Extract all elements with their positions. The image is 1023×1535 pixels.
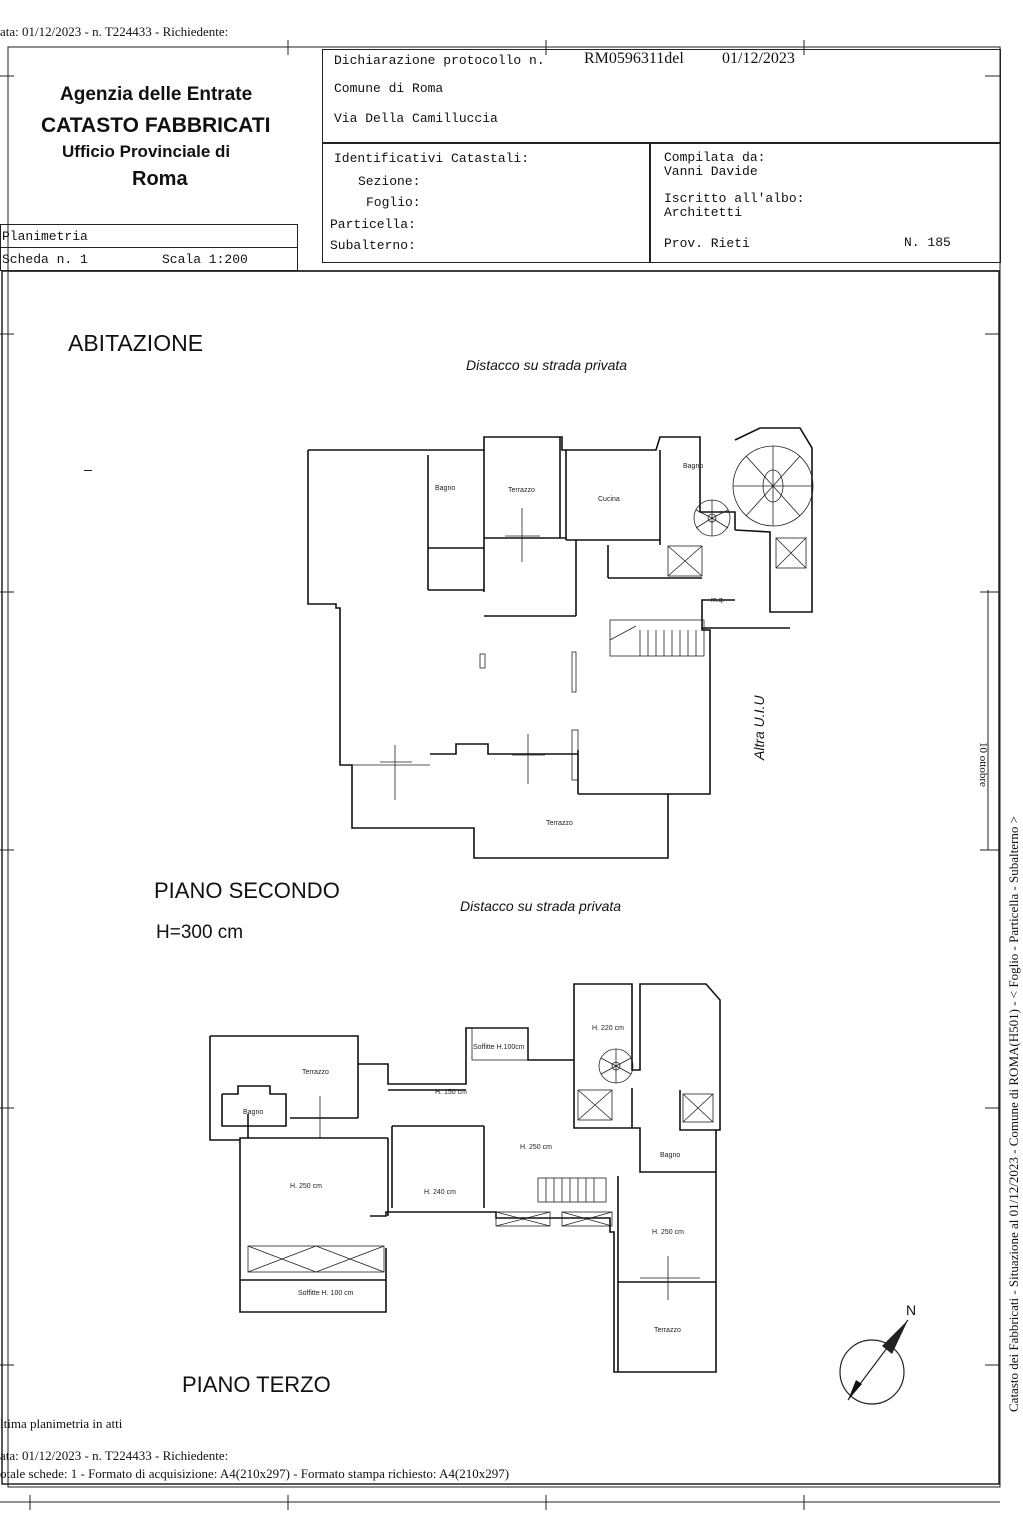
room-label: Terrazzo [654,1327,681,1334]
footer-line2: otale schede: 1 - Formato di acquisizione: A4(210x297) - Formato stampa richiesto: A4(210x297) [0,1466,510,1481]
agency-line2: CATASTO FABBRICATI [41,114,271,137]
top-stamp: ata: 01/12/2023 - n. T224433 - Richiedente: [0,24,229,39]
room-label: Cucina [598,496,620,503]
piano-secondo-plan [308,428,813,858]
room-label: Bagno [435,485,456,492]
drawing-title: ABITAZIONE [68,330,204,356]
side-stamp: 10 ottobre [977,742,989,787]
footer-ultima: ltima planimetria in atti [0,1416,123,1431]
north-label: N [906,1302,917,1318]
room-label: Bagno [243,1109,264,1116]
footer-line1: ata: 01/12/2023 - n. T224433 - Richiedente: [0,1448,229,1463]
north-compass-icon [840,1320,908,1404]
iscritto-value: Architetti [664,205,743,220]
sezione-label: Sezione: [358,174,421,189]
room-label: Bagno [660,1152,681,1159]
subalterno-label: Subalterno: [330,238,416,253]
planimetria-label: Planimetria [2,229,88,244]
room-label: Terrazzo [508,487,535,494]
particella-label: Particella: [330,217,416,232]
protocol-number: RM0596311del [584,50,684,67]
iscritto-label: Iscritto all'albo: [664,191,805,206]
protocol-date: 01/12/2023 [722,50,795,67]
room-label: H. 250 cm [290,1183,322,1190]
room-label: H. 150 cm [435,1089,467,1096]
room-label: Terrazzo [302,1069,329,1076]
room-label: H. 220 cm [592,1025,624,1032]
comune: Comune di Roma [334,81,444,96]
address: Via Della Camilluccia [334,111,498,126]
room-label: Soffitte H.100cm [473,1044,525,1051]
protocol-label: Dichiarazione protocollo n. [334,53,545,68]
distacco-top: Distacco su strada privata [466,357,628,373]
foglio-label: Foglio: [366,195,421,210]
scala-label: Scala 1:200 [162,252,248,267]
side-vertical-text: Catasto dei Fabbricati - Situazione al 01/12/2023 - Comune di ROMA(H501) - < Foglio - Particella - Subalterno > [1006,816,1021,1412]
scheda-label: Scheda n. 1 [2,252,88,267]
room-label: m.q. [711,597,725,604]
identificativi-label: Identificativi Catastali: [334,151,530,166]
agency-line4: Roma [132,168,188,190]
room-label: H. 250 cm [652,1229,684,1236]
piano-terzo-label: PIANO TERZO [182,1372,331,1397]
numero: N. 185 [904,235,951,250]
piano-secondo-label: PIANO SECONDO [154,878,340,903]
room-label: H. 240 cm [424,1189,456,1196]
compilata-label: Compilata da: [664,150,766,165]
room-label: Bagno [683,463,704,470]
room-label: Terrazzo [546,820,573,827]
compilata-name: Vanni Davide [664,164,758,179]
prov: Prov. Rieti [664,236,750,251]
altezza-label: H=300 cm [156,922,244,943]
room-label: Soffitte H. 100 cm [298,1290,354,1297]
piano-terzo-plan [210,984,720,1372]
agency-line3: Ufficio Provinciale di [62,142,231,161]
room-label: H. 250 cm [520,1144,552,1151]
altra-uiu-label: Altra U.I.U [751,695,767,760]
agency-line1: Agenzia delle Entrate [60,84,253,105]
distacco-middle: Distacco su strada privata [460,898,622,914]
